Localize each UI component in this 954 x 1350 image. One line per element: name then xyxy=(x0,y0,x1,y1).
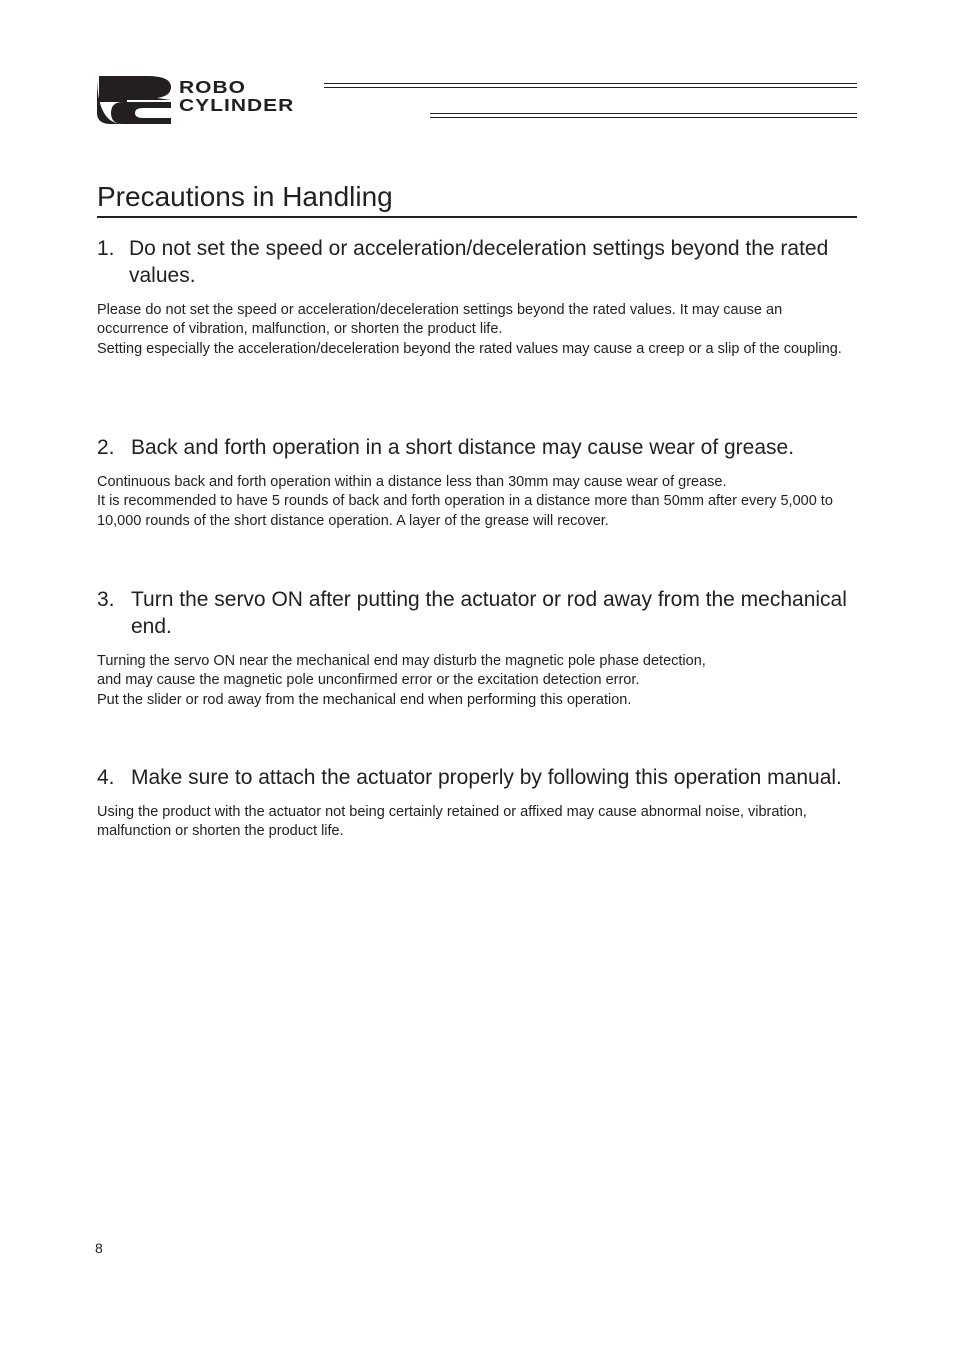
page-number: 8 xyxy=(95,1240,103,1256)
paragraph: Using the product with the actuator not being certainly retained or affixed may cause abnormal noise, vibration, malfunction or shorten the product life. xyxy=(97,804,807,840)
section-title: Turn the servo ON after putting the actuator or rod away from the mechanical end. xyxy=(131,588,847,638)
section-heading xyxy=(97,434,857,461)
logo-wordmark xyxy=(179,79,294,118)
section-heading xyxy=(97,235,857,289)
logo-line-robo: ROBO xyxy=(179,78,246,98)
paragraph: Setting especially the acceleration/deceleration beyond the rated values may cause a creep or a slip of the coupling. xyxy=(97,340,842,357)
section-title: Do not set the speed or acceleration/deceleration settings beyond the rated values. xyxy=(129,237,829,287)
paragraph: Put the slider or rod away from the mechanical end when performing this operation. xyxy=(97,691,632,708)
page-header xyxy=(0,0,954,140)
header-rule-top xyxy=(324,83,857,88)
paragraph: and may cause the magnetic pole unconfirmed error or the excitation detection error. xyxy=(97,672,640,689)
section-body xyxy=(97,803,857,842)
page-title: Precautions in Handling xyxy=(97,180,857,218)
section-title: Make sure to attach the actuator properly by following this operation manual. xyxy=(131,766,842,789)
section-heading xyxy=(97,764,857,791)
section-number: 4. xyxy=(97,766,115,789)
section-3 xyxy=(97,586,857,710)
section-number: 1. xyxy=(97,237,115,260)
section-body xyxy=(97,301,857,359)
logo-line-cylinder: CYLINDER xyxy=(179,96,295,116)
section-4 xyxy=(97,764,857,842)
paragraph: Turning the servo ON near the mechanical end may disturb the magnetic pole phase detection, xyxy=(97,653,706,669)
section-number: 2. xyxy=(97,436,115,459)
section-title: Back and forth operation in a short distance may cause wear of grease. xyxy=(131,436,795,459)
robo-cylinder-logo-mark xyxy=(97,74,173,126)
section-heading xyxy=(97,586,857,640)
section-number: 3. xyxy=(97,588,115,611)
section-body xyxy=(97,473,857,531)
section-1 xyxy=(97,235,857,359)
header-rule-bottom xyxy=(430,113,857,118)
paragraph: It is recommended to have 5 rounds of back and forth operation in a distance more than 50mm after every 5,000 to 10,000 rounds of the short distance operation. A layer of the grease will recover. xyxy=(97,493,833,529)
paragraph: Continuous back and forth operation within a distance less than 30mm may cause wear of grease. xyxy=(97,474,727,490)
paragraph: Please do not set the speed or acceleration/deceleration settings beyond the rated values. It may cause an occurrence of vibration, malfunction, or shorten the product life. xyxy=(97,302,783,338)
section-2 xyxy=(97,434,857,531)
section-body xyxy=(97,652,857,710)
